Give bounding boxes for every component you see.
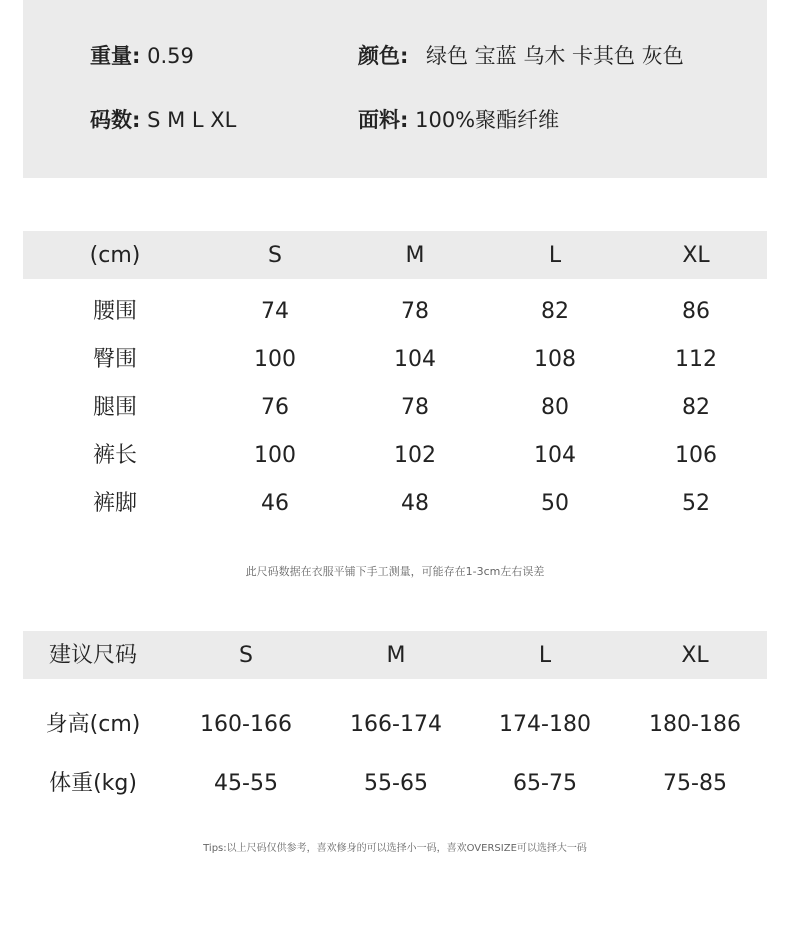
table-row-label: 身高(cm) [45,712,141,737]
suggest-header-label: 建议尺码 [48,643,137,668]
fabric-info [358,106,559,134]
weight-label: 重量: [90,44,141,68]
table-cell: 45-55 [214,771,278,796]
suggest-header-s: S [239,643,253,668]
table-cell: 48 [401,491,429,516]
table-cell: 65-75 [513,771,577,796]
fabric-label: 面料: [358,108,409,132]
table-cell: 52 [682,491,710,516]
table-row-label: 体重(kg) [49,771,137,796]
table-row-label: 裤脚 [92,491,137,516]
tips-note: Tips:以上尺码仅供参考，喜欢修身的可以选择小一码，喜欢OVERSIZE可以选择大一码 [203,843,587,854]
suggest-header-l: L [538,643,552,668]
measure-header-l: L [548,243,562,268]
fabric-value: 100%聚酯纤维 [415,108,560,132]
table-cell: 174-180 [499,712,591,737]
table-cell: 55-65 [364,771,428,796]
table-cell: 80 [541,395,569,420]
table-cell: 75-85 [663,771,727,796]
product-info-panel [23,0,767,178]
table-cell: 78 [401,299,429,324]
measure-note: 此尺码数据在衣服平铺下手工测量，可能存在1-3cm左右误差 [245,565,545,578]
measure-header-xl: XL [682,243,710,268]
table-row-label: 臀围 [92,347,137,372]
table-cell: 166-174 [350,712,442,737]
table-cell: 82 [541,299,569,324]
table-cell: 46 [261,491,289,516]
color-label: 颜色: [358,44,409,68]
size-label: 码数: [90,108,141,132]
table-cell: 100 [254,443,296,468]
table-cell: 106 [675,443,717,468]
table-cell: 160-166 [200,712,292,737]
table-row-label: 腿围 [92,395,137,420]
table-row-label: 腰围 [92,299,137,324]
measure-header-m: M [405,243,425,268]
measure-header-s: S [268,243,282,268]
table-cell: 50 [541,491,569,516]
table-cell: 82 [682,395,710,420]
color-info [358,42,698,70]
weight-info [90,42,194,70]
suggest-header-m: M [386,643,406,668]
size-info [90,106,236,134]
table-cell: 100 [254,347,296,372]
table-cell: 78 [401,395,429,420]
size-value: S M L XL [147,108,237,132]
measure-header-unit: (cm) [89,243,141,268]
table-cell: 112 [675,347,717,372]
table-cell: 86 [682,299,710,324]
table-cell: 104 [394,347,436,372]
suggest-header-xl: XL [681,643,709,668]
table-row-label: 裤长 [92,443,137,468]
color-value: 绿色 宝蓝 乌木 卡其色 灰色 [426,44,684,68]
table-cell: 108 [534,347,576,372]
table-cell: 180-186 [649,712,741,737]
weight-value: 0.59 [147,44,194,68]
table-cell: 102 [394,443,436,468]
table-cell: 76 [261,395,289,420]
table-cell: 74 [261,299,289,324]
table-cell: 104 [534,443,576,468]
